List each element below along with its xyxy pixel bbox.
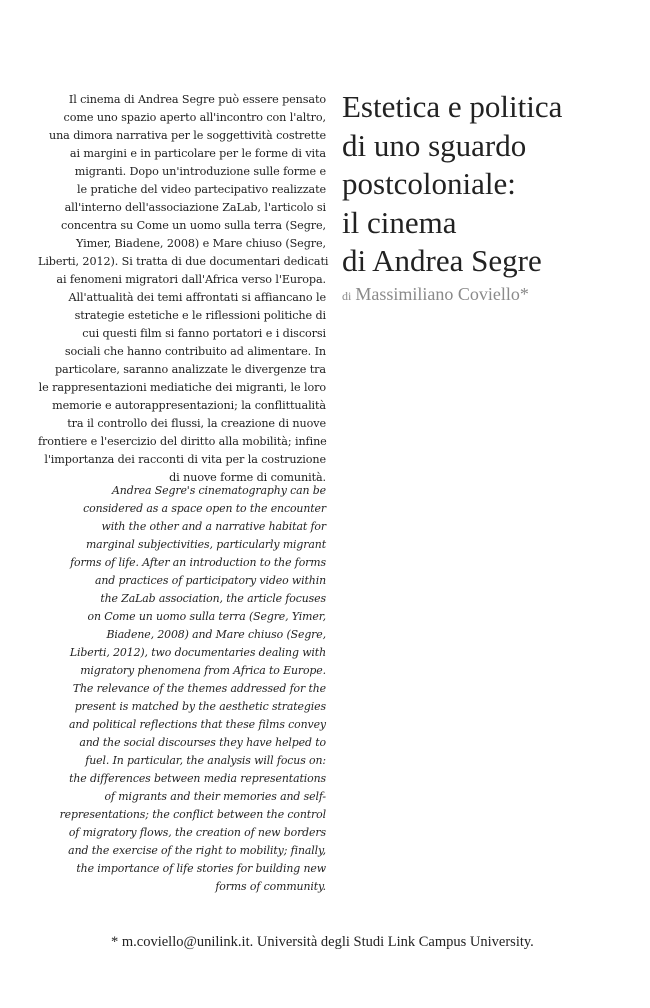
abstract-en-line: Andrea Segre's cinematography can be — [112, 484, 326, 497]
abstract-en-line: on Come un uomo sulla terra (Segre, Yimer, — [87, 610, 326, 623]
author-name: Massimiliano Coviello* — [355, 284, 529, 304]
abstract-it-line: migranti. Dopo un'introduzione sulle forme e — [74, 165, 326, 178]
abstract-en-line: the importance of life stories for building new — [76, 862, 326, 875]
abstract-it-line: frontiere e l'esercizio del diritto alla mobilità; infine — [38, 435, 327, 448]
title-line: Estetica e politica — [342, 89, 563, 124]
title-line: di Andrea Segre — [342, 243, 542, 278]
abstract-en-line: and practices of participatory video within — [94, 574, 326, 587]
abstract-en-line: forms of community. — [215, 880, 326, 893]
abstract-it-line: memorie e autorappresentazioni; la conflittualità — [52, 399, 326, 412]
abstract-it-line: Liberti, 2012). Si tratta di due documentari dedicati — [38, 255, 329, 268]
abstract-en-line: The relevance of the themes addressed for the — [72, 682, 326, 695]
abstract-en-line: of migratory flows, the creation of new borders — [68, 826, 326, 839]
abstract-en-line: marginal subjectivities, particularly migrant — [85, 538, 326, 551]
abstract-en-line: and political reflections that these films convey — [69, 718, 326, 731]
abstract-it-line: strategie estetiche e le riflessioni politiche di — [74, 309, 326, 322]
title-line: il cinema — [342, 204, 457, 240]
abstract-it-line: sociali che hanno contribuito ad alimentare. In — [64, 345, 326, 358]
abstract-en-line: fuel. In particular, the analysis will focus on: — [85, 754, 326, 767]
abstract-it-line: tra il controllo dei flussi, la creazione di nuove — [67, 417, 326, 430]
abstract-en-line: Biadene, 2008) and Mare chiuso (Segre, — [106, 628, 326, 641]
abstract-it-line: all'interno dell'associazione ZaLab, l'articolo si — [64, 201, 326, 214]
abstract-en-line: of migrants and their memories and self- — [104, 790, 326, 803]
abstract-en-line: with the other and a narrative habitat for — [101, 520, 326, 533]
abstract-en-line: the differences between media representations — [69, 772, 326, 785]
title-line: postcoloniale: — [342, 166, 516, 201]
abstract-en-line: forms of life. After an introduction to the forms — [70, 556, 326, 569]
abstract-it-line: Il cinema di Andrea Segre può essere pensato — [68, 93, 326, 106]
abstract-english — [38, 482, 326, 896]
abstract-en-line: present is matched by the aesthetic strategies — [74, 700, 326, 713]
abstract-en-line: the ZaLab association, the article focuses — [100, 592, 326, 605]
abstract-en-line: and the exercise of the right to mobility; finally, — [68, 844, 326, 857]
abstract-en-line: and the social discourses they have helped to — [79, 736, 326, 749]
abstract-italian — [38, 91, 329, 487]
title-line: di uno sguardo — [342, 127, 527, 163]
byline-prefix: di — [342, 289, 352, 303]
abstract-en-line: migratory phenomena from Africa to Europe. — [80, 664, 326, 677]
abstract-it-line: l'importanza dei racconti di vita per la costruzione — [44, 453, 326, 466]
abstract-it-line: particolare, saranno analizzate le divergenze tra — [54, 363, 326, 376]
abstract-en-line: considered as a space open to the encounter — [83, 502, 326, 515]
article-title — [342, 88, 642, 281]
author-footnote: * m.coviello@unilink.it. Università degli Studi Link Campus University. — [111, 934, 534, 950]
abstract-it-line: concentra su Come un uomo sulla terra (Segre, — [61, 219, 326, 232]
abstract-it-line: Yimer, Biadene, 2008) e Mare chiuso (Segre, — [76, 237, 326, 250]
byline — [342, 284, 529, 305]
abstract-it-line: come uno spazio aperto all'incontro con l'altro, — [63, 111, 326, 124]
abstract-en-line: representations; the conflict between the control — [59, 808, 326, 821]
abstract-it-line: una dimora narrativa per le soggettività costrette — [48, 129, 326, 142]
abstract-it-line: cui questi film si fanno portatori e i discorsi — [82, 327, 326, 340]
abstract-it-line: ai margini e in particolare per le forme di vita — [69, 147, 326, 160]
abstract-en-line: Liberti, 2012), two documentaries dealing with — [69, 646, 326, 659]
abstract-it-line: le pratiche del video partecipativo realizzate — [77, 183, 326, 196]
abstract-it-line: All'attualità dei temi affrontati si affiancano le — [68, 291, 326, 304]
abstract-it-line: le rappresentazioni mediatiche dei migranti, le loro — [38, 381, 326, 394]
abstract-it-line: ai fenomeni migratori dall'Africa verso l'Europa. — [56, 273, 326, 286]
abstract-it-line: di nuove forme di comunità. — [169, 471, 326, 484]
